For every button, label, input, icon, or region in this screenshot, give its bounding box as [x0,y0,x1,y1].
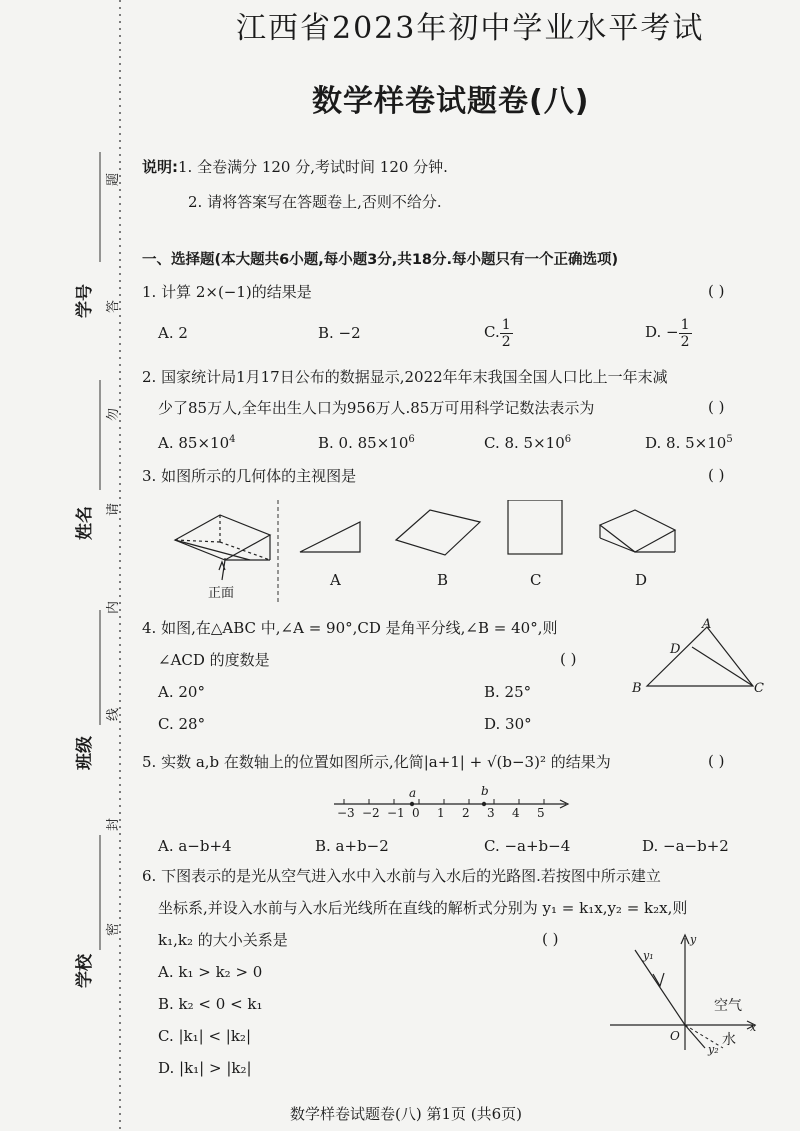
q4-label-b: B [632,681,642,696]
number-line-tick-label: 4 [512,806,520,820]
q3-label-a: A [330,571,341,589]
class-label: 班级 [75,736,95,770]
q4-label-a: A [702,617,712,632]
instructions-label: 说明: [142,158,178,176]
q2-option-b: B. 0. $85\times 10^6$ [318,434,415,452]
margin-char: 题 [106,172,122,187]
q2-option-c: C. 8. $5\times 10^6$ [484,434,572,452]
q3-stem: 3. 如图所示的几何体的主视图是 [142,467,357,485]
margin-char: 内 [106,600,122,615]
q3-label-b: B [437,571,449,589]
q3-answer-paren: ( ) [708,466,725,484]
q3-front-label: 正面 [208,586,235,601]
q3-solid-figure [175,515,270,580]
q3-label-c: C [530,571,542,589]
q6-label-o: O [670,1029,680,1043]
number-line-tick-label: 1 [437,806,445,820]
q6-label-water: 水 [722,1032,736,1048]
number-line-tick-label: −1 [387,806,405,820]
q1-option-c: C. $\frac{1}{2}$ [484,316,511,350]
q5-stem: 5. 实数 a,b 在数轴上的位置如图所示,化简|a+1| + √(b−3)² 的结果为 [142,753,611,771]
q5-label-a: a [409,786,417,800]
q3-option-a-shape [300,522,360,552]
q2-line-2: 少了85万人,全年出生人口为956万人.85万可用科学记数法表示为 [158,399,595,417]
q6-label-x: x [750,1021,757,1034]
margin-char: 勿 [106,407,122,422]
q6-option-a: A. k₁ > k₂ > 0 [158,963,263,981]
number-line-tick-label: 5 [537,806,545,820]
q1-answer-paren: ( ) [708,282,725,300]
q6-option-c: C. |k₁| < |k₂| [158,1027,252,1045]
exam-title: 江西省2023年初中学业水平考试 [236,11,705,46]
q1-stem: 1. 计算 2×(−1)的结果是 [142,283,312,301]
q5-option-b: B. a+b−2 [315,837,389,855]
margin-char: 密 [106,922,122,937]
q2-answer-paren: ( ) [708,398,725,416]
q3-option-b-shape [396,510,480,555]
margin-char: 请 [106,502,122,517]
q5-point-b [482,802,486,806]
q6-line-1: 6. 下图表示的是光从空气进入水中入水前与入水后的光路图.若按图中所示建立 [142,867,661,885]
q2-option-d: D. 8. $5\times 10^5$ [645,434,733,452]
q6-label-y: y [690,933,697,946]
q5-answer-paren: ( ) [708,752,725,770]
student-name-label: 姓名 [75,506,95,540]
q3-option-d-shape [600,510,675,552]
number-line-tick-label: −2 [362,806,380,820]
q5-option-d: D. −a−b+2 [642,837,729,855]
q2-line-1: 2. 国家统计局1月17日公布的数据显示,2022年年末我国全国人口比上一年末减 [142,368,668,386]
student-id-label: 学号 [75,284,95,318]
q3-option-c-shape [508,500,562,554]
q6-answer-paren: ( ) [542,930,559,948]
q5-option-a: A. a−b+4 [158,837,232,855]
number-line-tick-label: 0 [412,806,420,820]
q4-option-a: A. 20° [158,683,205,701]
q5-label-b: b [481,784,489,798]
instruction-line-2: 2. 请将答案写在答题卷上,否则不给分. [188,193,442,211]
school-label: 学校 [75,954,95,988]
q4-label-d: D [670,642,681,657]
margin-char: 封 [106,817,122,832]
q6-label-air: 空气 [714,998,742,1014]
q6-label-y1: y₁ [643,949,654,962]
q4-answer-paren: ( ) [560,650,577,668]
margin-char: 答 [106,299,122,314]
q4-line-1: 4. 如图,在△ABC 中,∠A = 90°,CD 是角平分线,∠B = 40°,则 [142,619,558,637]
q6-label-y2: y₂ [708,1043,719,1056]
margin-char: 线 [106,707,122,722]
number-line-tick-label: 3 [487,806,495,820]
q6-option-d: D. |k₁| > |k₂| [158,1059,252,1077]
q6-line-3: k₁,k₂ 的大小关系是 [158,931,288,949]
q4-option-d: D. 30° [484,715,532,733]
q6-light-path-figure [605,930,765,1055]
section-heading: 一、选择题(本大题共6小题,每小题3分,共18分.每小题只有一个正确选项) [142,252,619,268]
q6-line-2: 坐标系,并设入水前与入水后光线所在直线的解析式分别为 y₁ = k₁x,y₂ = k₂x,则 [158,899,688,917]
number-line-tick-label: 2 [462,806,470,820]
q5-option-c: C. −a+b−4 [484,837,571,855]
q4-option-b: B. 25° [484,683,532,701]
q6-option-b: B. k₂ < 0 < k₁ [158,995,263,1013]
page-footer: 数学样卷试题卷(八) 第1页 (共6页) [290,1105,523,1123]
q4-line-2: ∠ACD 的度数是 [158,651,270,669]
instructions [142,157,448,177]
q4-label-c: C [754,681,764,696]
q4-triangle-figure [625,615,775,700]
paper-subtitle: 数学样卷试题卷(八) [312,84,590,119]
q2-option-a: A. $85\times 10^4$ [158,434,236,452]
instruction-line-1: 1. 全卷满分 120 分,考试时间 120 分钟. [178,158,448,176]
q1-option-d: D. − $\frac{1}{2}$ [645,316,690,350]
q1-option-b: B. −2 [318,324,361,342]
fraction: $\frac{1}{2}$ [680,316,690,350]
number-line-tick-label: −3 [337,806,355,820]
q4-option-c: C. 28° [158,715,206,733]
q1-option-a: A. 2 [158,324,188,342]
q3-figures [160,500,780,610]
fraction: $\frac{1}{2}$ [501,316,511,350]
q3-label-d: D [635,571,648,589]
